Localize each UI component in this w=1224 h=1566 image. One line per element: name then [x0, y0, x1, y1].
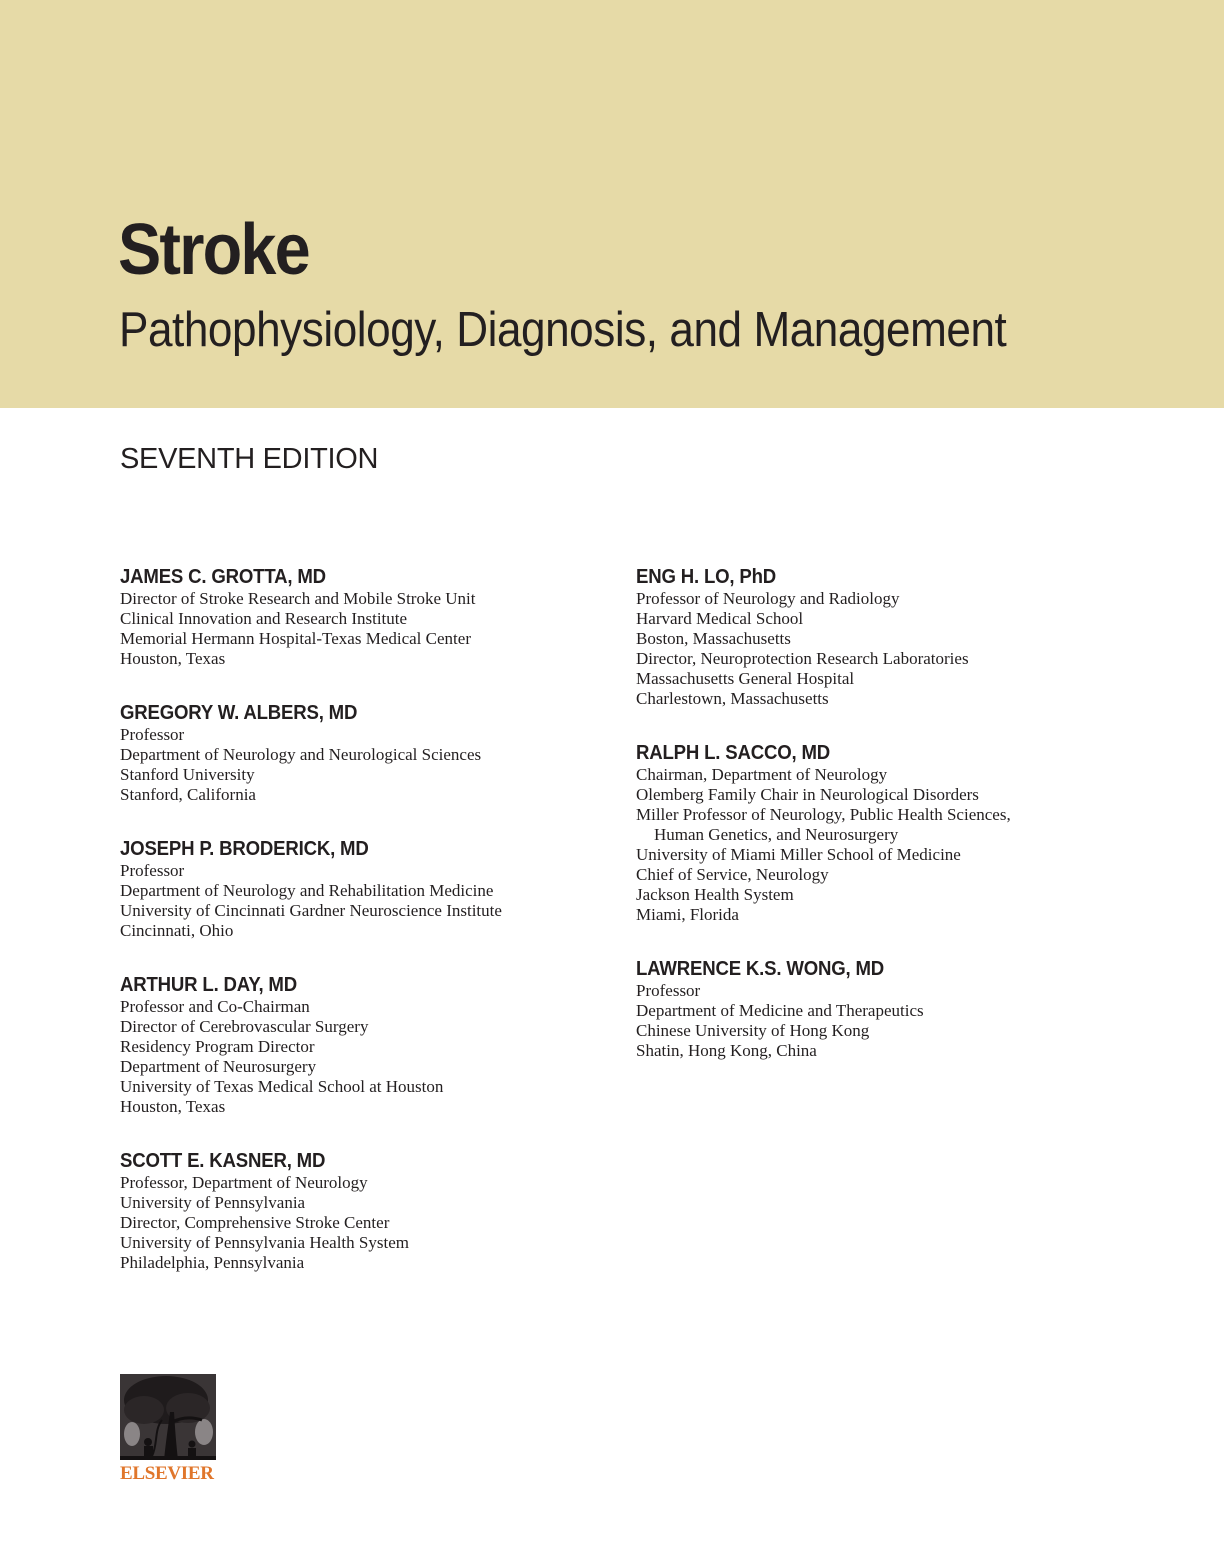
affiliation-line: Charlestown, Massachusetts [636, 689, 829, 708]
editor-block [120, 701, 600, 805]
affiliation-line: Massachusetts General Hospital [636, 669, 855, 688]
editor-block [120, 1149, 600, 1273]
affiliation-line: University of Pennsylvania Health System [120, 1233, 409, 1252]
editor-name: GREGORY W. ALBERS, MD [120, 702, 358, 724]
publisher-name: ELSEVIER [120, 1463, 214, 1484]
affiliation-line: Professor and Co-Chairman [120, 997, 310, 1016]
editors-column-right [636, 565, 1176, 1093]
affiliation-line: University of Cincinnati Gardner Neuroscience Institute [120, 901, 502, 920]
affiliation-line: Residency Program Director [120, 1037, 315, 1056]
affiliation-line: Miller Professor of Neurology, Public Health Sciences, [636, 805, 1011, 824]
editor-block [120, 837, 600, 941]
affiliation-line: Professor [120, 861, 185, 880]
title-band [0, 0, 1224, 408]
affiliation-line: Professor [636, 981, 701, 1000]
affiliation-line: Memorial Hermann Hospital-Texas Medical Center [120, 629, 471, 648]
editor-name: ARTHUR L. DAY, MD [120, 974, 297, 996]
affiliation-line: Professor [120, 725, 185, 744]
affiliation-line: Chairman, Department of Neurology [636, 765, 888, 784]
editor-block [120, 973, 600, 1117]
editor-block [120, 565, 600, 669]
affiliation-line: Director of Cerebrovascular Surgery [120, 1017, 369, 1036]
affiliation-line: Cincinnati, Ohio [120, 921, 234, 940]
editor-block [636, 741, 1176, 925]
affiliation-line: Human Genetics, and Neurosurgery [654, 825, 899, 844]
affiliation-line: Professor of Neurology and Radiology [636, 589, 900, 608]
affiliation-line: Stanford, California [120, 785, 256, 804]
affiliation-line: Boston, Massachusetts [636, 629, 791, 648]
editor-name: JAMES C. GROTTA, MD [120, 566, 326, 588]
edition-label: SEVENTH EDITION [120, 443, 379, 475]
editor-name: JOSEPH P. BRODERICK, MD [120, 838, 369, 860]
editor-name: LAWRENCE K.S. WONG, MD [636, 958, 885, 980]
affiliation-line: Harvard Medical School [636, 609, 804, 628]
affiliation-line: Stanford University [120, 765, 255, 784]
affiliation-line: Director, Neuroprotection Research Laboratories [636, 649, 969, 668]
affiliation-line: Houston, Texas [120, 1097, 226, 1116]
affiliation-line: Clinical Innovation and Research Institute [120, 609, 408, 628]
affiliation-line: Houston, Texas [120, 649, 226, 668]
affiliation-line: Department of Neurosurgery [120, 1057, 317, 1076]
affiliation-line: Director, Comprehensive Stroke Center [120, 1213, 390, 1232]
editors-column-left [120, 565, 600, 1305]
affiliation-line: Professor, Department of Neurology [120, 1173, 368, 1192]
affiliation-line: Department of Neurology and Rehabilitation Medicine [120, 881, 494, 900]
affiliation-line: Department of Neurology and Neurological Sciences [120, 745, 482, 764]
affiliation-line: Chief of Service, Neurology [636, 865, 829, 884]
book-subtitle: Pathophysiology, Diagnosis, and Management [119, 303, 1007, 357]
affiliation-line: Jackson Health System [636, 885, 794, 904]
affiliation-line: University of Miami Miller School of Medicine [636, 845, 961, 864]
editor-name: ENG H. LO, PhD [636, 566, 777, 588]
book-title: Stroke [118, 210, 309, 290]
affiliation-line: Chinese University of Hong Kong [636, 1021, 870, 1040]
affiliation-line: University of Texas Medical School at Houston [120, 1077, 444, 1096]
affiliation-line: Director of Stroke Research and Mobile Stroke Unit [120, 589, 476, 608]
editor-name: SCOTT E. KASNER, MD [120, 1150, 326, 1172]
affiliation-line: Miami, Florida [636, 905, 739, 924]
affiliation-line: Olemberg Family Chair in Neurological Disorders [636, 785, 979, 804]
editor-block [636, 565, 1176, 709]
editor-name: RALPH L. SACCO, MD [636, 742, 831, 764]
affiliation-line: University of Pennsylvania [120, 1193, 306, 1212]
affiliation-line: Shatin, Hong Kong, China [636, 1041, 817, 1060]
affiliation-line: Philadelphia, Pennsylvania [120, 1253, 305, 1272]
editor-block [636, 957, 1176, 1061]
affiliation-line: Department of Medicine and Therapeutics [636, 1001, 924, 1020]
